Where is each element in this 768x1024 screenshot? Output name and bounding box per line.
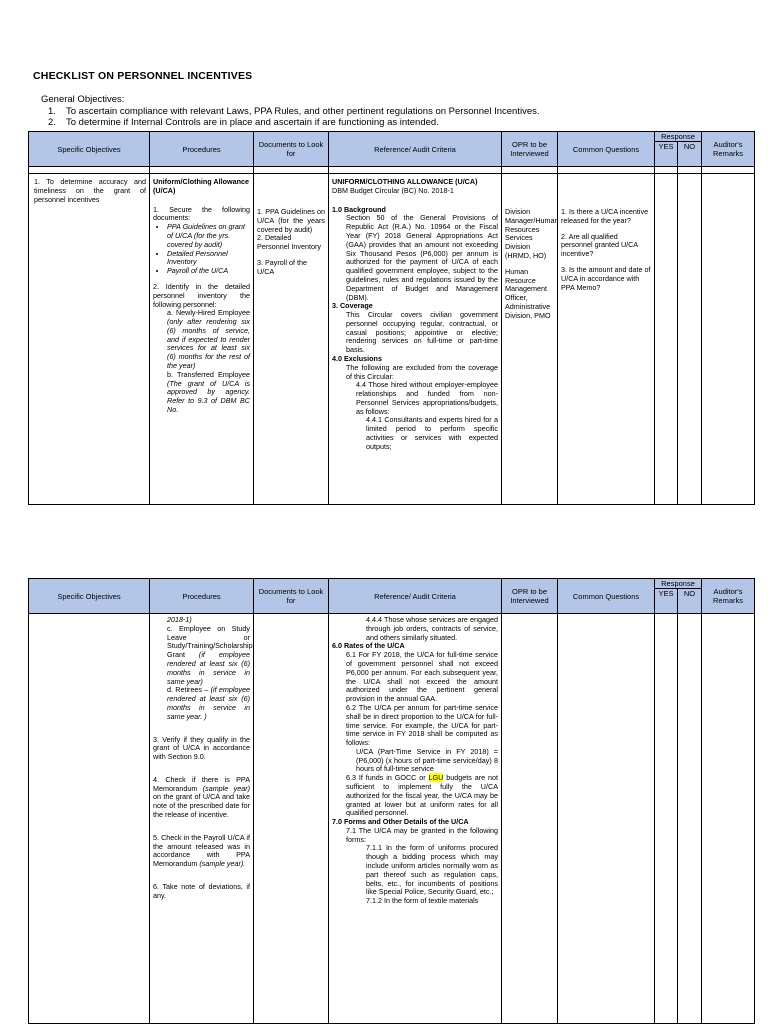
documents-cell [254, 614, 329, 1024]
header-documents: Documents to Look for [254, 132, 329, 167]
header-opr: OPR to be Interviewed [502, 579, 558, 614]
header-response: Response [655, 579, 702, 589]
procedures-cell: Uniform/Clothing Allowance (U/CA) 1. Secure the following documents: • PPA Guidelines on grant of U/CA (for the yrs. covered by audit) • Detailed Personnel Inventory • Payroll of the U/CA 2. Identify in the detailed personnel inventory the following personnel: a. Newly-Hired Employee (only after rendering six (6) months of service, and if expected to render services for at least six (6) months for the rest of the year) b. Transferred Employee (The grant of U/CA is approved by agency. Refer to 9.3 of DBM BC No. [150, 174, 254, 505]
highlighted-text: LGU [428, 773, 444, 783]
opr-cell: Division Manager/Human Resources Services Division (HRMD, HO) Human Resource Management Officer, Administrative Division, PMO [502, 174, 558, 505]
auditors-remarks-cell[interactable] [702, 614, 755, 1024]
header-no: NO [678, 589, 702, 614]
header-opr: OPR to be Interviewed [502, 132, 558, 167]
reference-cell: UNIFORM/CLOTHING ALLOWANCE (U/CA) DBM Budget Circular (BC) No. 2018-1 1.0 Background Section 50 of the General Provisions of Republic Act (R.A.) No. 10964 or the Fiscal Year (FY) 2018 General Appropriations Act (GAA) provides that an amount not exceeding Six Thousand Pesos (P6,000) per annum is authorized for the payment of U/CA of each qualified government employee, subject to the guidelines, rules and regulations issued by the Department of Budget and Management (DBM). 3. Coverage This Circular covers civilian government personnel occupying regular, contractual, or casual positions; appointive or elective; rendering services on full-time or part-time basis. 4.0 Exclusions The following are excluded from the coverage of this Circular: 4.4 Those hired without employer-employee relationships and funded from non-Personnel Services appropriations/budgets, as follows: 4.4.1 Consultants and experts hired for a limited period to perform specific activities or services with expected outputs; [329, 174, 502, 505]
header-reference: Reference/ Audit Criteria [329, 132, 502, 167]
header-procedures: Procedures [150, 132, 254, 167]
response-no-cell[interactable] [678, 174, 702, 505]
specific-objective-cell: 1. To determine accuracy and timeliness on the grant of personnel incentives [29, 174, 150, 505]
checklist-table-2 [28, 578, 755, 1024]
opr-cell [502, 614, 558, 1024]
response-yes-cell[interactable] [655, 174, 678, 505]
common-questions-cell: 1. Is there a U/CA incentive released for the year? 2. Are all qualified personnel granted U/CA incentive? 3. Is the amount and date of U/CA in accordance with PPA Memo? [558, 174, 655, 505]
header-auditors-remarks: Auditor's Remarks [702, 132, 755, 167]
header-common-questions: Common Questions [558, 132, 655, 167]
common-questions-cell [558, 614, 655, 1024]
header-auditors-remarks: Auditor's Remarks [702, 579, 755, 614]
general-objective-2: 2. To determine if Internal Controls are in place and ascertain if are functioning as intended. [48, 117, 439, 128]
header-common-questions: Common Questions [558, 579, 655, 614]
header-reference: Reference/ Audit Criteria [329, 579, 502, 614]
documents-cell: 1. PPA Guidelines on U/CA (for the years covered by audit) 2. Detailed Personnel Inventory 3. Payroll of the U/CA [254, 174, 329, 505]
response-no-cell[interactable] [678, 614, 702, 1024]
response-yes-cell[interactable] [655, 614, 678, 1024]
checklist-table-1 [28, 131, 755, 505]
header-specific-objectives: Specific Objectives [29, 132, 150, 167]
header-documents: Documents to Look for [254, 579, 329, 614]
procedures-cell: 2018-1) c. Employee on Study Leave or Study/Training/Scholarship Grant (if employee rendered at least six (6) months in service in same year) d. Retirees – (if employee rendered at least six (6) months in service in same year. ) 3. Verify if they qualify in the grant of U/CA in accordance with Section 9.0. 4. Check if there is PPA Memorandum (sample year) on the grant of U/CA and take note of the prescribed date for the release of incentive. 5. Check in the Payroll U/CA if the amount released was in accordance with PPA Memorandum (sample year). 6. Take note of deviations, if any. [150, 614, 254, 1024]
header-yes: YES [655, 589, 678, 614]
general-objectives-heading: General Objectives: [41, 94, 125, 105]
header-response: Response [655, 132, 702, 142]
header-yes: YES [655, 142, 678, 167]
general-objective-1: 1. To ascertain compliance with relevant Laws, PPA Rules, and other pertinent regulations on Personnel Incentives. [48, 106, 540, 117]
specific-objective-cell [29, 614, 150, 1024]
auditors-remarks-cell[interactable] [702, 174, 755, 505]
reference-cell: 4.4.4 Those whose services are engaged through job orders, contracts of service, and others similarly situated. 6.0 Rates of the U/CA 6.1 For FY 2018, the U/CA for full-time service of government personnel shall not exceed P6,000 per annum. For each subsequent year, the U/CA shall not exceed the amount authorized under the pertinent general provision in the annual GAA. 6.2 The U/CA per annum for part-time service shall be in direct proportion to the U/CA for full-time service. For example, the U/CA for part-time service in FY 2018 shall be computed as follows: U/CA (Part-Time Service in FY 2018) = (P6,000) (x hours of part-time service/day) 8 hours of full-time service 6.3 If funds in GOCC or LGU budgets are not sufficient to implement fully the U/CA authorized for the fiscal year, the U/CA may be granted at lower but at uniform rates for all qualified personnel. 7.0 Forms and Other Details of the U/CA 7.1 The U/CA may be granted in the following forms: 7.1.1 In the form of uniforms procured though a bidding process which may include uniform articles normally worn as part thereof such as regulation caps, belts, etc., for incumbents of positions like Special Police, Security Guard, etc.; 7.1.2 In the form of textile materials [329, 614, 502, 1024]
header-no: NO [678, 142, 702, 167]
header-specific-objectives: Specific Objectives [29, 579, 150, 614]
header-procedures: Procedures [150, 579, 254, 614]
page-title: CHECKLIST ON PERSONNEL INCENTIVES [33, 70, 253, 82]
